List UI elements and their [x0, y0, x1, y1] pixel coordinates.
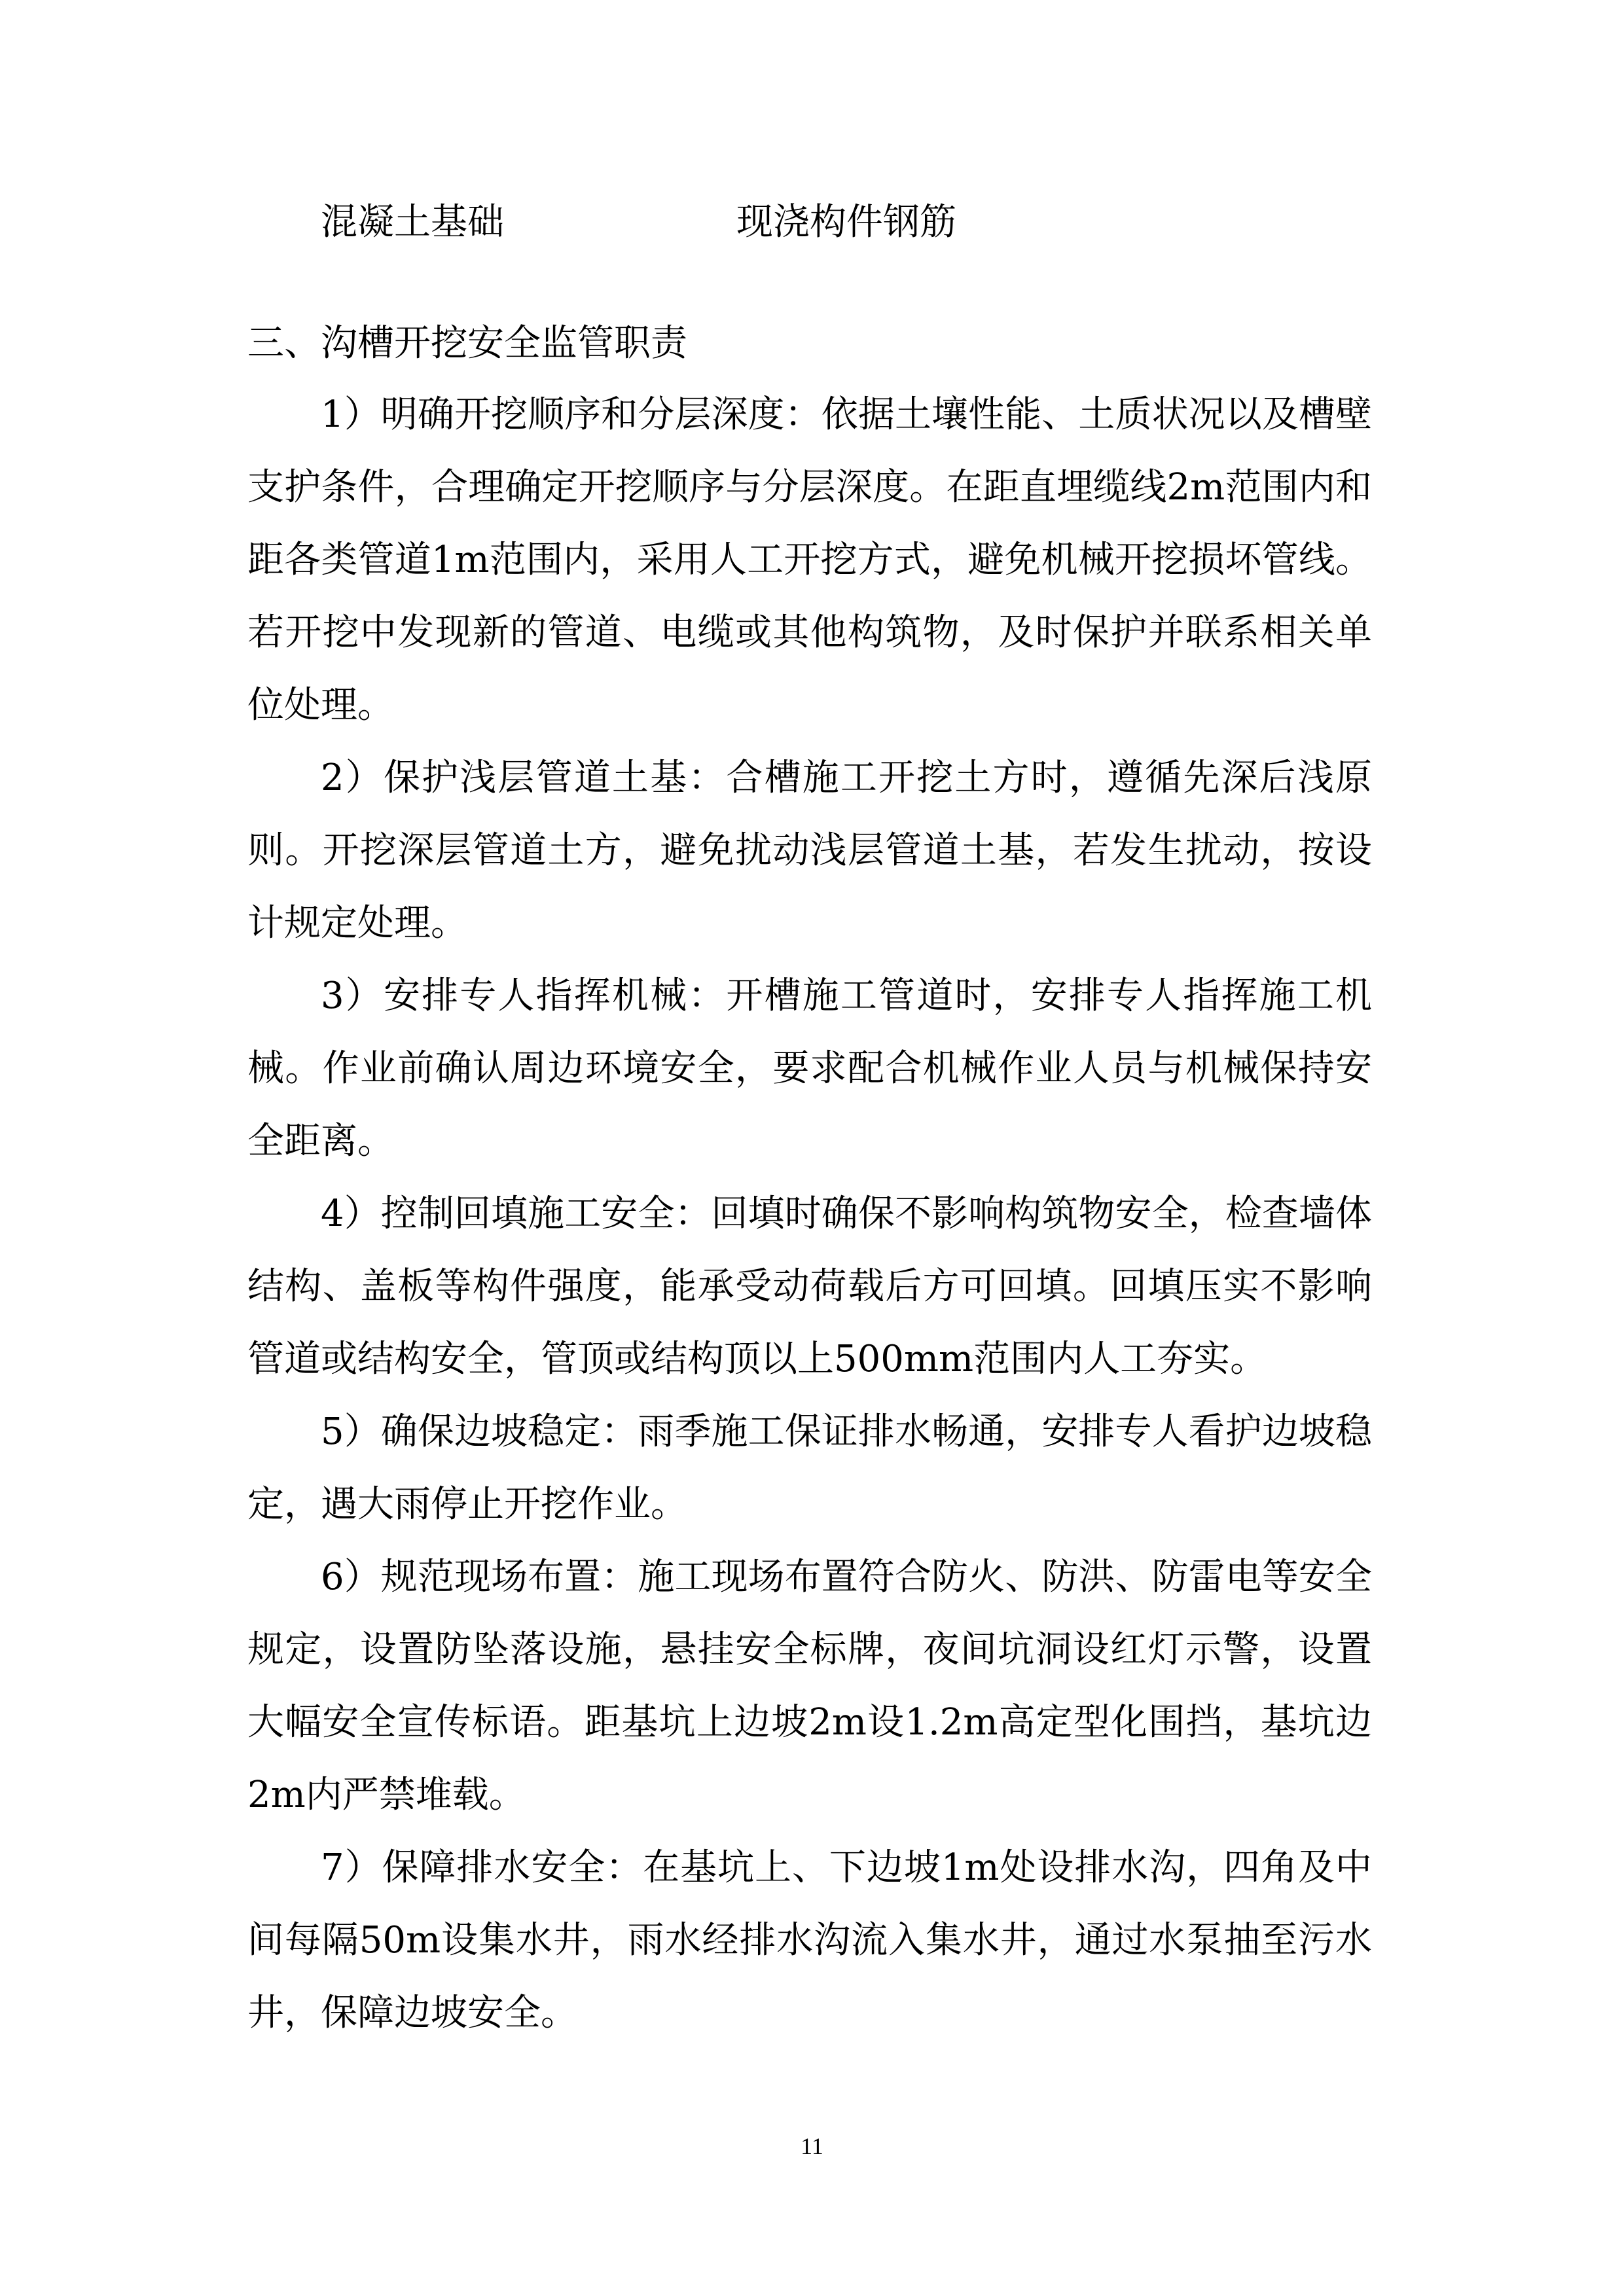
page-number: 11 — [801, 2133, 823, 2159]
paragraph-1: 1）明确开挖顺序和分层深度：依据土壤性能、土质状况以及槽壁支护条件，合理确定开挖顺序与分层深度。在距直埋缆线2m范围内和距各类管道1m范围内，采用人工开挖方式，避免机械开挖损坏管线。若开挖中发现新的管道、电缆或其他构筑物，及时保护并联系相关单位处理。 — [247, 393, 1372, 726]
section-heading: 三、沟槽开挖安全监管职责 — [247, 322, 687, 365]
paragraph-7: 7）保障排水安全：在基坑上、下边坡1m处设排水沟，四角及中间每隔50m设集水井，雨水经排水沟流入集水井，通过水泵抽至污水井，保障边坡安全。 — [247, 1846, 1372, 2034]
section-body — [247, 378, 1372, 2049]
material-list-row — [321, 193, 1434, 252]
paragraph-4: 4）控制回填施工安全：回填时确保不影响构筑物安全，检查墙体结构、盖板等构件强度，能承受动荷载后方可回填。回填压实不影响管道或结构安全，管顶或结构顶以上500mm范围内人工夯实。 — [247, 1193, 1372, 1380]
paragraph-3: 3）安排专人指挥机械：开槽施工管道时，安排专人指挥施工机械。作业前确认周边环境安全，要求配合机械作业人员与机械保持安全距离。 — [247, 975, 1372, 1162]
paragraph-5: 5）确保边坡稳定：雨季施工保证排水畅通，安排专人看护边坡稳定，遇大雨停止开挖作业。 — [247, 1410, 1372, 1526]
paragraph-2: 2）保护浅层管道土基：合槽施工开挖土方时，遵循先深后浅原则。开挖深层管道土方，避免扰动浅层管道土基，若发生扰动，按设计规定处理。 — [247, 757, 1372, 944]
paragraph-6: 6）规范现场布置：施工现场布置符合防火、防洪、防雷电等安全规定，设置防坠落设施，悬挂安全标牌，夜间坑洞设红灯示警，设置大幅安全宣传标语。距基坑上边坡2m设1.2m高定型化围挡，基坑边2m内严禁堆载。 — [247, 1556, 1372, 1816]
material-item-cast-in-place-rebar: 现浇构件钢筋 — [736, 201, 956, 243]
material-item-concrete-foundation: 混凝土基础 — [321, 201, 504, 243]
